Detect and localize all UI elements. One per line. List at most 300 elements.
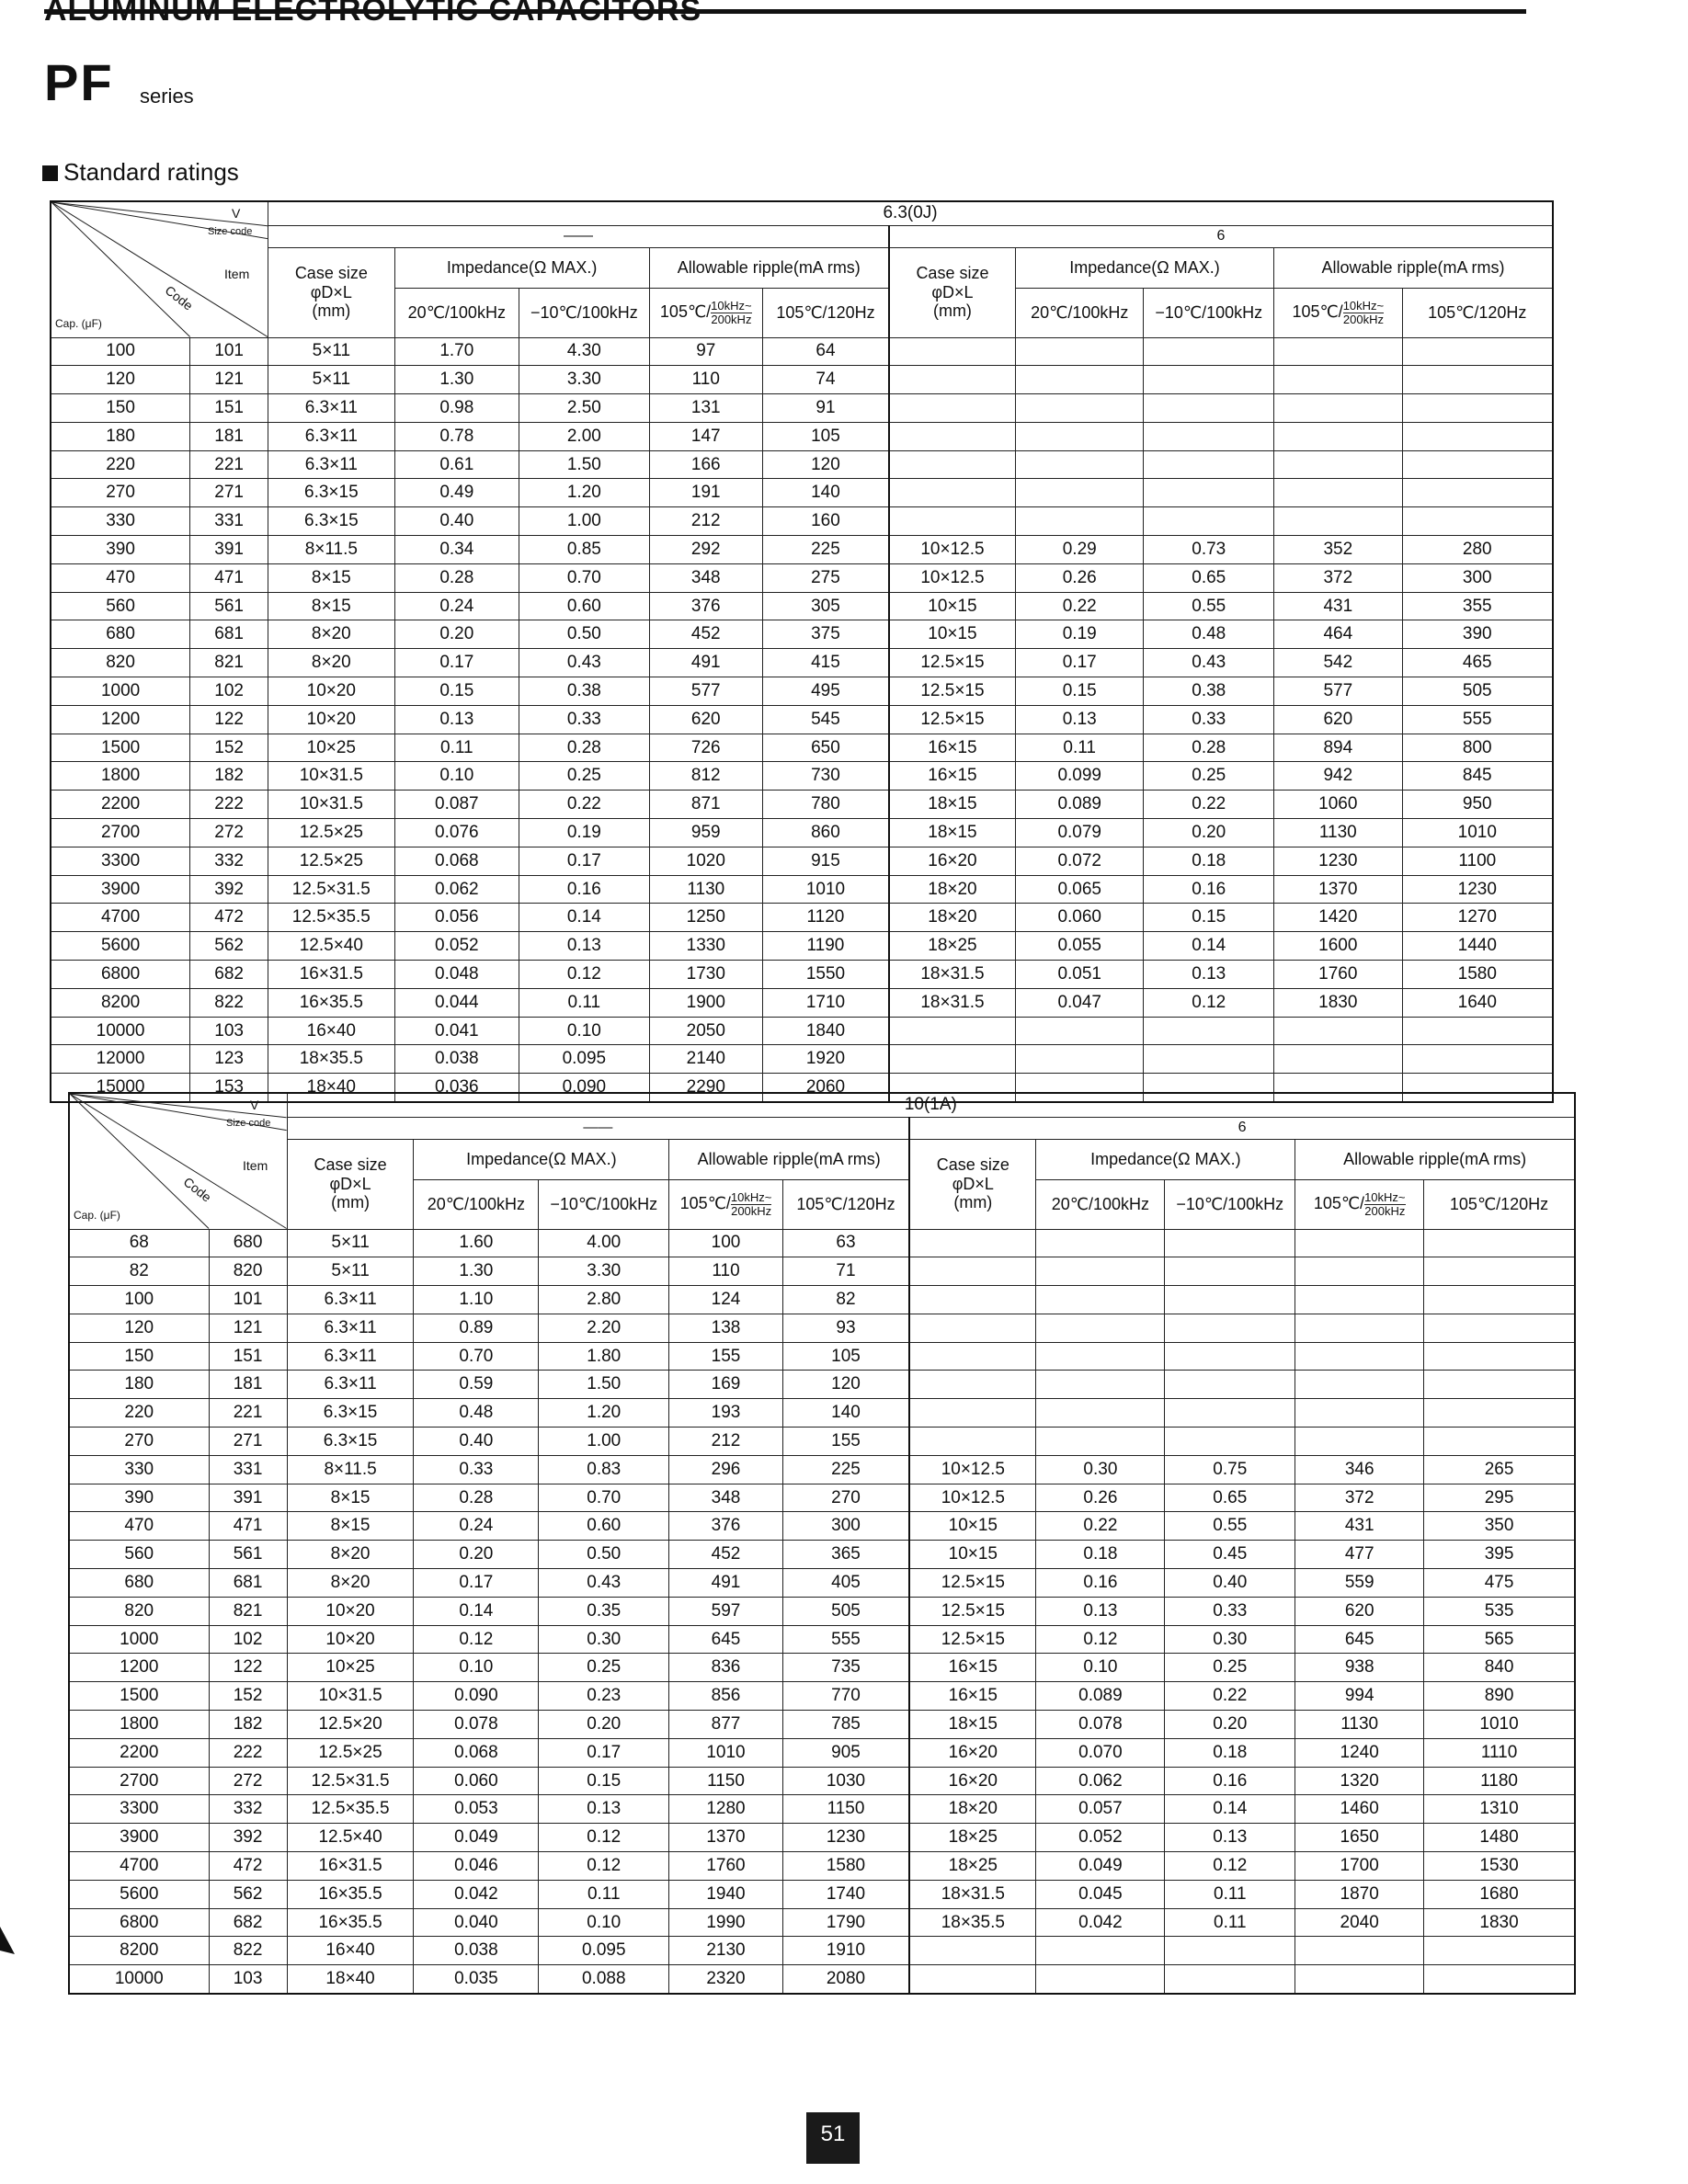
impedance-minus10c-cell: 0.43	[539, 1569, 669, 1598]
impedance-minus10c-cell: 0.14	[1165, 1795, 1295, 1824]
table-row	[69, 1824, 1575, 1852]
case-size-cell: 12.5×25	[268, 847, 395, 875]
code-cell: 151	[190, 394, 268, 423]
ripple-120hz-cell: 120	[782, 1371, 909, 1399]
cap-cell: 6800	[69, 1908, 209, 1937]
cap-cell: 2200	[51, 791, 190, 819]
cap-cell: 560	[69, 1541, 209, 1569]
cap-cell: 220	[69, 1399, 209, 1428]
impedance-minus10c-header: −10℃/100kHz	[539, 1179, 669, 1229]
impedance-20c-cell: 0.040	[414, 1908, 539, 1937]
case-size-cell: 10×20	[287, 1625, 414, 1654]
ripple-high-freq-cell: 138	[669, 1314, 783, 1342]
case-size-cell	[889, 1045, 1016, 1074]
cap-cell: 3900	[51, 875, 190, 904]
ripple-120hz-cell: 1680	[1424, 1880, 1575, 1908]
impedance-minus10c-cell: 0.73	[1144, 536, 1274, 564]
ripple-high-freq-cell: 871	[649, 791, 762, 819]
case-size-cell: 16×40	[287, 1937, 414, 1965]
ripple-high-freq-cell: 1130	[1295, 1711, 1424, 1739]
impedance-minus10c-cell: 0.14	[1144, 932, 1274, 961]
ripple-high-freq-cell: 97	[649, 337, 762, 366]
ripple-120hz-cell: 225	[782, 1455, 909, 1484]
ripple-120hz-cell: 120	[762, 450, 889, 479]
ripple-high-freq-cell: 376	[649, 592, 762, 620]
ripple-120hz-cell: 1440	[1402, 932, 1553, 961]
table-row	[69, 1371, 1575, 1399]
case-size-cell: 16×31.5	[287, 1852, 414, 1881]
table-row	[69, 1229, 1575, 1257]
table-row	[69, 1965, 1575, 1994]
code-cell: 471	[209, 1512, 287, 1541]
ripple-high-freq-cell: 491	[649, 649, 762, 677]
ripple-120hz-cell	[1402, 422, 1553, 450]
impedance-minus10c-cell: 0.22	[1165, 1682, 1295, 1711]
code-cell: 272	[190, 819, 268, 847]
ripple-120hz-cell: 860	[762, 819, 889, 847]
case-size-cell	[889, 450, 1016, 479]
case-size-cell: 8×20	[287, 1541, 414, 1569]
ripple-high-freq-cell: 1990	[669, 1908, 783, 1937]
case-size-cell: 12.5×31.5	[287, 1767, 414, 1795]
ripple-120hz-cell: 265	[1424, 1455, 1575, 1484]
case-size-cell: 18×20	[889, 904, 1016, 932]
impedance-minus10c-cell: 0.12	[539, 1852, 669, 1881]
cap-cell: 5600	[69, 1880, 209, 1908]
table-row	[51, 620, 1553, 649]
case-size-cell	[889, 422, 1016, 450]
ripple-120hz-cell: 1010	[762, 875, 889, 904]
impedance-header: Impedance(Ω MAX.)	[414, 1139, 669, 1179]
cap-cell: 1800	[69, 1711, 209, 1739]
ratings-table-10v	[68, 1092, 1576, 1995]
impedance-minus10c-cell: 0.38	[1144, 677, 1274, 706]
ripple-120hz-cell: 545	[762, 705, 889, 734]
impedance-minus10c-cell: 0.23	[539, 1682, 669, 1711]
impedance-minus10c-cell: 0.45	[1165, 1541, 1295, 1569]
ripple-header: Allowable ripple(mA rms)	[669, 1139, 909, 1179]
cap-cell: 330	[69, 1455, 209, 1484]
impedance-20c-cell: 0.049	[414, 1824, 539, 1852]
impedance-20c-cell: 0.33	[414, 1455, 539, 1484]
case-size-cell: 6.3×11	[287, 1286, 414, 1314]
impedance-minus10c-cell: 0.13	[539, 1795, 669, 1824]
impedance-20c-cell: 0.24	[394, 592, 519, 620]
ripple-120hz-cell: 1180	[1424, 1767, 1575, 1795]
table-row	[51, 479, 1553, 507]
ripple-high-freq-cell: 1240	[1295, 1738, 1424, 1767]
impedance-20c-cell: 0.065	[1015, 875, 1144, 904]
impedance-20c-cell: 0.041	[394, 1017, 519, 1045]
case-size-cell: 16×15	[909, 1682, 1036, 1711]
impedance-20c-cell: 0.042	[414, 1880, 539, 1908]
impedance-20c-cell	[1015, 366, 1144, 394]
cap-cell: 10000	[51, 1017, 190, 1045]
impedance-20c-cell: 0.047	[1015, 988, 1144, 1017]
impedance-20c-cell	[1015, 450, 1144, 479]
impedance-20c-cell: 0.14	[414, 1597, 539, 1625]
code-cell: 331	[209, 1455, 287, 1484]
cap-cell: 10000	[69, 1965, 209, 1994]
ripple-120hz-cell: 275	[762, 563, 889, 592]
ripple-105c-high-freq-header	[1295, 1179, 1424, 1229]
cap-cell: 68	[69, 1229, 209, 1257]
ripple-high-freq-cell	[1274, 422, 1403, 450]
impedance-20c-cell: 0.089	[1036, 1682, 1165, 1711]
cap-cell: 150	[51, 394, 190, 423]
ripple-120hz-cell: 800	[1402, 734, 1553, 762]
ripple-high-freq-cell: 452	[649, 620, 762, 649]
group-header-row	[51, 247, 1553, 284]
ripple-105c-high-freq-header	[649, 288, 762, 337]
cap-cell: 4700	[51, 904, 190, 932]
ripple-120hz-cell	[1402, 450, 1553, 479]
impedance-header: Impedance(Ω MAX.)	[394, 247, 649, 288]
table-row	[51, 1017, 1553, 1045]
ripple-120hz-cell: 415	[762, 649, 889, 677]
case-size-cell: 6.3×15	[268, 479, 395, 507]
ripple-high-freq-cell: 1370	[669, 1824, 783, 1852]
impedance-20c-cell: 0.26	[1036, 1484, 1165, 1512]
impedance-minus10c-cell: 0.25	[1165, 1654, 1295, 1682]
impedance-20c-cell	[1036, 1286, 1165, 1314]
code-cell: 102	[190, 677, 268, 706]
ripple-high-freq-cell	[1274, 366, 1403, 394]
ripple-120hz-cell: 1010	[1402, 819, 1553, 847]
ripple-high-freq-cell: 1020	[649, 847, 762, 875]
cap-cell: 1200	[69, 1654, 209, 1682]
case-size-cell: 5×11	[287, 1257, 414, 1286]
impedance-minus10c-cell: 3.30	[539, 1257, 669, 1286]
case-size-cell: 6.3×15	[287, 1428, 414, 1456]
cap-cell: 820	[69, 1597, 209, 1625]
ripple-120hz-cell: 840	[1424, 1654, 1575, 1682]
ripple-high-freq-cell: 1760	[1274, 961, 1403, 989]
ripple-high-freq-cell	[1295, 1257, 1424, 1286]
ripple-120hz-cell: 650	[762, 734, 889, 762]
table-row	[69, 1625, 1575, 1654]
cap-cell: 220	[51, 450, 190, 479]
table-row	[69, 1342, 1575, 1371]
impedance-20c-header: 20℃/100kHz	[414, 1179, 539, 1229]
code-cell: 271	[209, 1428, 287, 1456]
case-size-cell: 12.5×20	[287, 1711, 414, 1739]
impedance-20c-cell: 0.056	[394, 904, 519, 932]
impedance-20c-cell: 0.26	[1015, 563, 1144, 592]
case-size-cell	[909, 1229, 1036, 1257]
ripple-high-freq-cell: 2130	[669, 1937, 783, 1965]
impedance-minus10c-cell: 0.70	[519, 563, 650, 592]
case-size-cell: 6.3×11	[287, 1371, 414, 1399]
impedance-20c-cell: 0.051	[1015, 961, 1144, 989]
impedance-minus10c-cell: 0.13	[519, 932, 650, 961]
ripple-120hz-cell	[1424, 1229, 1575, 1257]
impedance-20c-cell	[1036, 1428, 1165, 1456]
case-size-cell: 12.5×15	[909, 1597, 1036, 1625]
ripple-high-freq-cell: 1130	[649, 875, 762, 904]
ripple-high-freq-cell: 431	[1295, 1512, 1424, 1541]
code-cell: 822	[209, 1937, 287, 1965]
table-row	[51, 366, 1553, 394]
case-size-line-2: φD×L	[310, 282, 352, 301]
table-row	[69, 1880, 1575, 1908]
impedance-minus10c-cell: 0.28	[519, 734, 650, 762]
case-size-cell: 10×25	[287, 1654, 414, 1682]
table-row	[51, 734, 1553, 762]
impedance-20c-cell: 0.035	[414, 1965, 539, 1994]
code-cell: 681	[209, 1569, 287, 1598]
impedance-minus10c-cell: 4.30	[519, 337, 650, 366]
ripple-high-freq-cell: 559	[1295, 1569, 1424, 1598]
table-row	[69, 1597, 1575, 1625]
impedance-20c-cell: 0.22	[1036, 1512, 1165, 1541]
impedance-minus10c-cell: 0.17	[519, 847, 650, 875]
ripple-header: Allowable ripple(mA rms)	[1295, 1139, 1575, 1179]
impedance-minus10c-cell: 4.00	[539, 1229, 669, 1257]
ripple-120hz-cell: 1030	[782, 1767, 909, 1795]
ripple-120hz-cell: 390	[1402, 620, 1553, 649]
impedance-20c-cell: 0.17	[394, 649, 519, 677]
impedance-20c-cell: 0.049	[1036, 1852, 1165, 1881]
impedance-20c-cell: 0.22	[1015, 592, 1144, 620]
impedance-20c-cell: 1.70	[394, 337, 519, 366]
impedance-20c-cell: 0.29	[1015, 536, 1144, 564]
cap-cell: 5600	[51, 932, 190, 961]
ripple-high-freq-cell: 1760	[669, 1852, 783, 1881]
code-cell: 102	[209, 1625, 287, 1654]
impedance-minus10c-cell	[1165, 1342, 1295, 1371]
impedance-20c-cell: 0.055	[1015, 932, 1144, 961]
code-cell: 820	[209, 1257, 287, 1286]
voltage-group-label: 10(1A)	[287, 1093, 1575, 1117]
cap-cell: 330	[51, 507, 190, 536]
case-size-cell: 10×31.5	[287, 1682, 414, 1711]
table-row	[69, 1541, 1575, 1569]
ripple-120hz-cell: 505	[782, 1597, 909, 1625]
impedance-minus10c-cell: 0.20	[1144, 819, 1274, 847]
ripple-120hz-cell: 1150	[782, 1795, 909, 1824]
case-size-cell: 16×15	[889, 762, 1016, 791]
code-cell: 392	[190, 875, 268, 904]
impedance-minus10c-cell: 0.43	[1144, 649, 1274, 677]
case-size-cell: 16×20	[889, 847, 1016, 875]
ripple-120hz-cell: 82	[782, 1286, 909, 1314]
ripple-high-freq-cell: 577	[1274, 677, 1403, 706]
impedance-minus10c-cell: 0.16	[1144, 875, 1274, 904]
case-size-cell	[889, 479, 1016, 507]
ripple-high-freq-cell: 620	[1295, 1597, 1424, 1625]
code-cell: 182	[209, 1711, 287, 1739]
cap-cell: 1500	[69, 1682, 209, 1711]
ripple-high-freq-cell: 1230	[1274, 847, 1403, 875]
case-size-cell	[889, 1017, 1016, 1045]
case-size-line-3: (mm)	[953, 1193, 993, 1212]
ripple-120hz-cell: 93	[782, 1314, 909, 1342]
impedance-minus10c-cell	[1144, 337, 1274, 366]
impedance-20c-header: 20℃/100kHz	[394, 288, 519, 337]
impedance-20c-cell	[1015, 337, 1144, 366]
impedance-minus10c-cell: 0.16	[519, 875, 650, 904]
table-row	[69, 1512, 1575, 1541]
case-size-cell: 16×15	[889, 734, 1016, 762]
impedance-minus10c-cell: 0.30	[1165, 1625, 1295, 1654]
ripple-high-freq-cell: 1420	[1274, 904, 1403, 932]
case-size-cell: 12.5×25	[287, 1738, 414, 1767]
ripple-high-freq-cell: 620	[1274, 705, 1403, 734]
impedance-20c-cell: 0.49	[394, 479, 519, 507]
case-size-cell: 16×40	[268, 1017, 395, 1045]
ripple-freq-top: 10kHz~	[1342, 298, 1385, 313]
code-cell: 681	[190, 620, 268, 649]
impedance-minus10c-cell: 1.20	[539, 1399, 669, 1428]
case-size-cell: 10×12.5	[909, 1484, 1036, 1512]
ripple-120hz-cell	[1402, 366, 1553, 394]
table-row	[69, 1767, 1575, 1795]
impedance-20c-cell	[1015, 1017, 1144, 1045]
ripple-120hz-cell: 375	[762, 620, 889, 649]
ripple-120hz-cell: 905	[782, 1738, 909, 1767]
ripple-high-freq-cell: 110	[669, 1257, 783, 1286]
table-row	[69, 1711, 1575, 1739]
section-heading-text: Standard ratings	[63, 158, 239, 186]
heading-bullet-icon	[42, 165, 58, 181]
ripple-high-freq-cell: 1460	[1295, 1795, 1424, 1824]
cap-cell: 1000	[51, 677, 190, 706]
impedance-20c-cell: 0.078	[414, 1711, 539, 1739]
case-size-cell: 18×40	[268, 1074, 395, 1102]
impedance-20c-cell: 0.11	[394, 734, 519, 762]
ripple-high-freq-cell: 1150	[669, 1767, 783, 1795]
impedance-minus10c-cell: 0.11	[1165, 1908, 1295, 1937]
impedance-20c-cell	[1036, 1229, 1165, 1257]
ripple-high-freq-cell: 346	[1295, 1455, 1424, 1484]
impedance-minus10c-cell: 0.15	[1144, 904, 1274, 932]
code-cell: 103	[209, 1965, 287, 1994]
impedance-20c-cell: 0.11	[1015, 734, 1144, 762]
impedance-minus10c-cell: 0.65	[1144, 563, 1274, 592]
cap-cell: 680	[69, 1569, 209, 1598]
ripple-120hz-cell: 1550	[762, 961, 889, 989]
ripple-high-freq-cell: 431	[1274, 592, 1403, 620]
ripple-high-freq-cell: 1060	[1274, 791, 1403, 819]
ripple-120hz-cell: 140	[782, 1399, 909, 1428]
code-cell: 182	[190, 762, 268, 791]
impedance-20c-cell: 0.057	[1036, 1795, 1165, 1824]
ripple-105c-prefix: 105℃/	[679, 1193, 731, 1212]
ripple-120hz-cell: 74	[762, 366, 889, 394]
impedance-20c-header: 20℃/100kHz	[1015, 288, 1144, 337]
impedance-minus10c-cell: 0.11	[1165, 1880, 1295, 1908]
v-label: V	[250, 1098, 259, 1112]
ripple-freq-top: 10kHz~	[1364, 1189, 1406, 1204]
ripple-120hz-cell: 1480	[1424, 1824, 1575, 1852]
impedance-minus10c-cell: 0.19	[519, 819, 650, 847]
impedance-minus10c-cell: 0.10	[519, 1017, 650, 1045]
ripple-120hz-cell: 735	[782, 1654, 909, 1682]
ripple-120hz-cell: 280	[1402, 536, 1553, 564]
impedance-minus10c-cell: 2.00	[519, 422, 650, 450]
ripple-high-freq-cell: 477	[1295, 1541, 1424, 1569]
impedance-20c-cell: 0.044	[394, 988, 519, 1017]
case-size-cell	[889, 337, 1016, 366]
code-cell: 101	[190, 337, 268, 366]
impedance-minus10c-cell: 1.00	[539, 1428, 669, 1456]
impedance-20c-cell	[1015, 479, 1144, 507]
case-size-cell: 16×35.5	[268, 988, 395, 1017]
ripple-120hz-cell	[1424, 1314, 1575, 1342]
ripple-high-freq-cell: 2290	[649, 1074, 762, 1102]
case-size-cell: 18×25	[909, 1824, 1036, 1852]
title-rule	[44, 9, 1526, 14]
code-cell: 181	[209, 1371, 287, 1399]
impedance-minus10c-cell: 0.17	[539, 1738, 669, 1767]
ripple-120hz-cell: 395	[1424, 1541, 1575, 1569]
cap-label: Cap. (μF)	[55, 317, 102, 330]
impedance-minus10c-cell: 0.095	[539, 1937, 669, 1965]
impedance-20c-cell: 0.17	[414, 1569, 539, 1598]
impedance-20c-cell: 0.98	[394, 394, 519, 423]
impedance-20c-header: 20℃/100kHz	[1036, 1179, 1165, 1229]
impedance-20c-cell: 0.079	[1015, 819, 1144, 847]
ripple-120hz-cell	[1424, 1342, 1575, 1371]
ripple-high-freq-cell	[1274, 394, 1403, 423]
table-row	[69, 1795, 1575, 1824]
ripple-freq-bottom: 200kHz	[1342, 312, 1384, 326]
voltage-row	[69, 1093, 1575, 1117]
ripple-high-freq-cell: 645	[1295, 1625, 1424, 1654]
ripple-high-freq-cell: 348	[649, 563, 762, 592]
ripple-high-freq-cell: 352	[1274, 536, 1403, 564]
impedance-20c-cell	[1036, 1342, 1165, 1371]
ripple-high-freq-cell: 376	[669, 1512, 783, 1541]
table-row	[69, 1738, 1575, 1767]
ripple-120hz-cell	[1402, 337, 1553, 366]
impedance-minus10c-cell	[1144, 422, 1274, 450]
case-size-cell: 18×15	[909, 1711, 1036, 1739]
cap-cell: 4700	[69, 1852, 209, 1881]
impedance-minus10c-cell	[1144, 1045, 1274, 1074]
impedance-20c-cell: 1.30	[414, 1257, 539, 1286]
ripple-120hz-cell	[1402, 507, 1553, 536]
impedance-20c-cell: 0.78	[394, 422, 519, 450]
case-size-cell: 8×15	[268, 592, 395, 620]
code-cell: 332	[209, 1795, 287, 1824]
case-size-cell: 12.5×15	[889, 705, 1016, 734]
code-cell: 271	[190, 479, 268, 507]
impedance-minus10c-cell	[1165, 1371, 1295, 1399]
case-size-cell: 12.5×40	[268, 932, 395, 961]
ripple-high-freq-cell: 372	[1274, 563, 1403, 592]
impedance-minus10c-cell: 0.090	[519, 1074, 650, 1102]
table-row	[69, 1286, 1575, 1314]
code-cell: 391	[190, 536, 268, 564]
ripple-120hz-cell: 495	[762, 677, 889, 706]
code-cell: 562	[209, 1880, 287, 1908]
table-row	[51, 904, 1553, 932]
cap-cell: 470	[51, 563, 190, 592]
ripple-120hz-cell: 295	[1424, 1484, 1575, 1512]
impedance-minus10c-cell: 0.40	[1165, 1569, 1295, 1598]
impedance-20c-cell: 0.16	[1036, 1569, 1165, 1598]
impedance-minus10c-cell	[1144, 366, 1274, 394]
cap-cell: 1800	[51, 762, 190, 791]
impedance-minus10c-cell: 1.50	[539, 1371, 669, 1399]
code-cell: 122	[209, 1654, 287, 1682]
case-size-cell: 10×20	[268, 705, 395, 734]
cap-cell: 82	[69, 1257, 209, 1286]
code-cell: 103	[190, 1017, 268, 1045]
code-cell: 152	[190, 734, 268, 762]
